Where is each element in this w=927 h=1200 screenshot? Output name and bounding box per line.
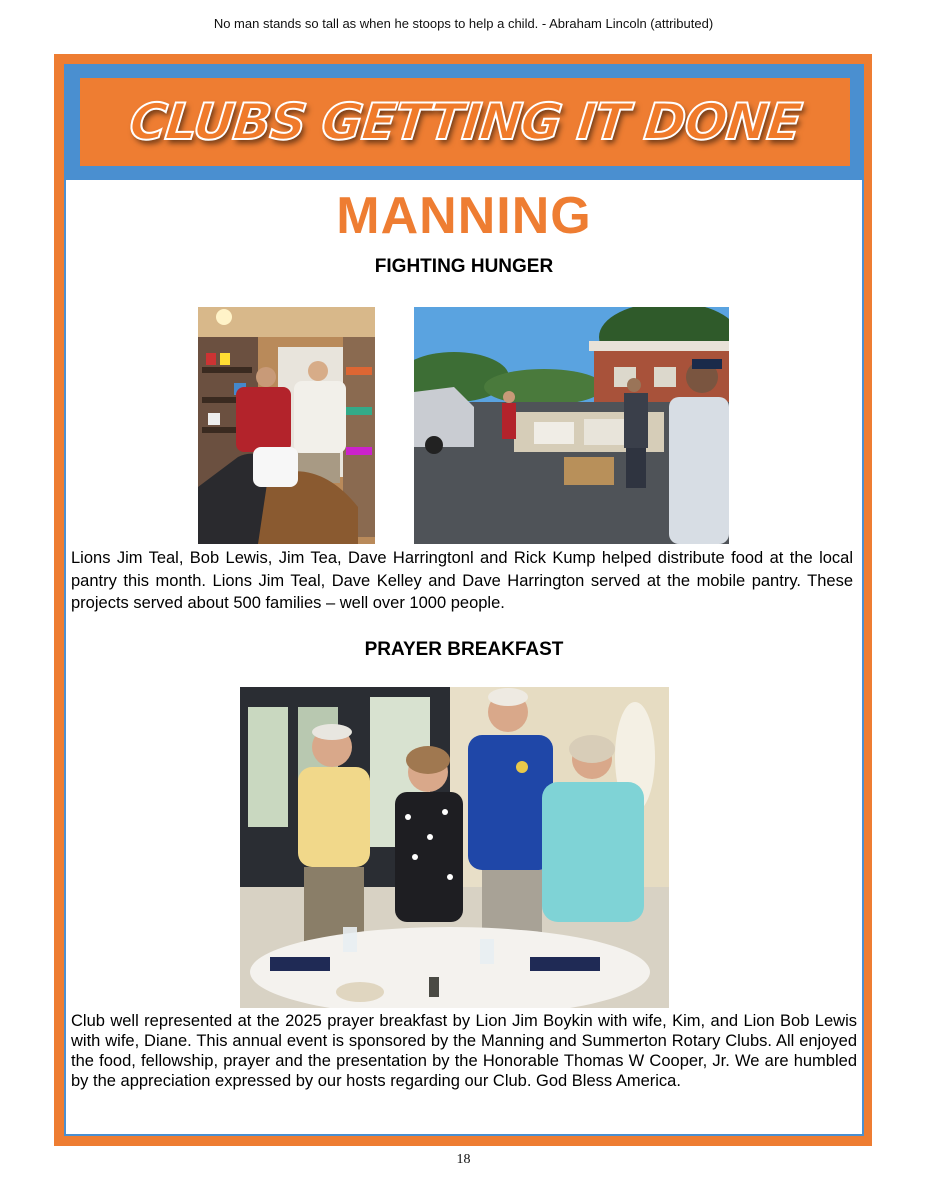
fighting-hunger-heading: FIGHTING HUNGER xyxy=(374,256,554,277)
club-name-heading: MANNING xyxy=(336,187,592,245)
prayer-breakfast-caption: Club well represented at the 2025 prayer breakfast by Lion Jim Boykin with wife, Kim, and Lion Bob Lewis with wife, Diane. This annual event is sponsored by the Manning and Summerton Rotary Clubs. All enjoyed the food, fellowship, prayer and the presentation by the Honorable Thomas W Cooper, Jr. We are humbled by the appreciation expressed by our hosts regarding our Club. God Bless America. xyxy=(71,1012,857,1090)
page-quote: No man stands so tall as when he stoops to help a child. - Abraham Lincoln (attributed) xyxy=(213,16,714,31)
mobile-pantry-photo xyxy=(414,307,729,544)
food-pantry-photo xyxy=(198,307,375,544)
banner xyxy=(80,78,850,166)
fighting-hunger-caption: Lions Jim Teal, Bob Lewis, Jim Tea, Dave Harringtonl and Rick Kump helped distribute food at the local pantry this month. Lions Jim Teal, Dave Kelley and Dave Harrington served at the mobile pantry. These projects served about 500 families – well over 1000 people. xyxy=(71,549,853,612)
prayer-breakfast-group-photo xyxy=(240,687,669,1008)
banner-title: CLUBS GETTING IT DONE xyxy=(126,93,804,151)
prayer-breakfast-heading: PRAYER BREAKFAST xyxy=(364,639,564,660)
page-number: 18 xyxy=(456,1152,471,1167)
